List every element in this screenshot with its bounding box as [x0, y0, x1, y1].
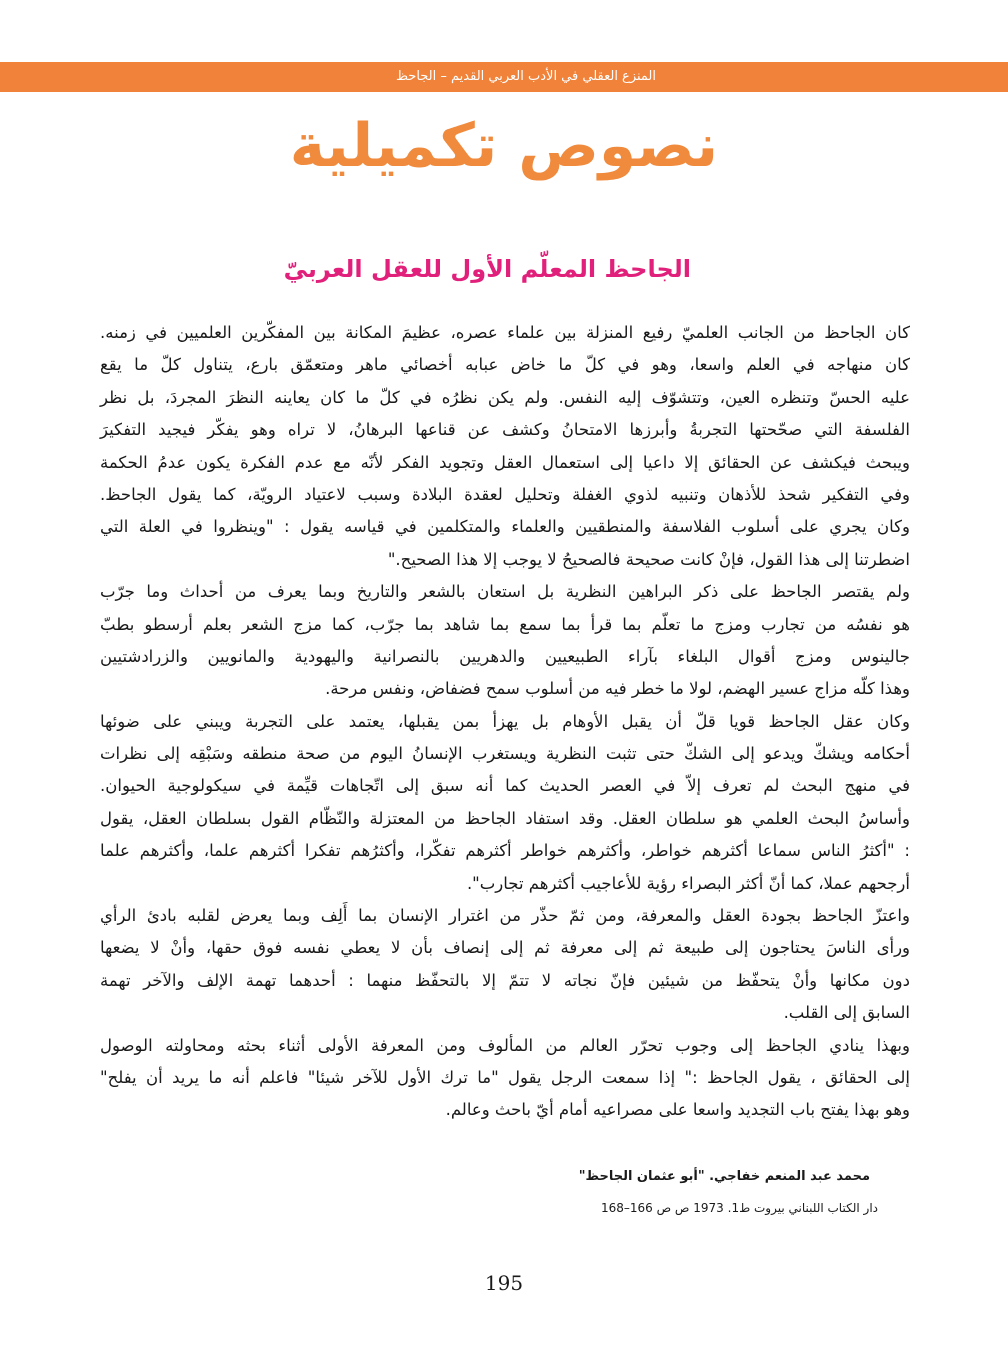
body-line: الفلسفة التي صحّحتها التجربةُ وأبرزها الامتحانُ وكشف عن قناعها البرهانُ، لا تراه وهو يفكّر فيجيد التفكيرَ [100, 420, 910, 440]
body-line: كان الجاحظ من الجانب العلميّ رفيع المنزلة بين علماء عصره، عظيمَ المكانة بين المفكّرين العلميين في زمنه. [100, 323, 910, 342]
body-line: وفي التفكير شحذ للأذهان وتنبيه لذوي الغفلة وتحليل لعقدة البلادة وسبب لاعتياد الرويّة، كما يقول الجاحظ. [100, 484, 910, 504]
body-line: دون مكانها وأنْ يتحفّظ من شيئين فإنّ نجاته لا تتمّ إلا بالتحفّظ منهما : أحدهما تهمة الإلف والآخر تهمة [100, 970, 910, 990]
header-breadcrumb: المنزع العقلي في الأدب العربي القديم – الجاحظ [395, 69, 656, 84]
page-title: نصوص تكميلية [289, 111, 719, 181]
body-line: إلى الحقائق ، يقول الجاحظ :" إذا سمعت الرجل يقول "ما ترك الأول للآخر شيئا" فاعلم أنه ما يريد أن يفلح" [100, 1067, 910, 1087]
body-line: عليه الحسّ وتنظره العين، وتتشوّف إليه النفس. ولم يكن نظرُه في كلّ ما كان يعاينه النظرَ المجردَ، بل نظر [100, 387, 910, 407]
body-line: جالينوس ومزج أقوال البلغاء بآراء الطبيعيين والدهريين بالنصرانية واليهودية والمانويين والزرادشتيين [100, 646, 910, 666]
body-line: في منهج البحث لم تعرف إلاّ في العصر الحديث كما أنه سبق إلى اتّجاهات قيِّمة في سيكولوجية الحيوان. [100, 776, 910, 796]
body-line: كان منهاجه في العلم واسعا، وهو في كلّ ما خاض عبابه أخصائي ماهر ومتعمّق بارع، يتناول كلّ ما يقع [100, 355, 910, 375]
body-line: أحكامه ويشكّ ويدعو إلى الشكّ حتى تثبت النظرية ويستغرب الإنسانُ اليوم من صحة منطقه وسَبْقِه إلى نظرات [100, 744, 910, 764]
header-bar [0, 62, 1008, 92]
body-line: : "أكثرُ الناس سماعا أكثرهم خواطر، وأكثرهم خواطر أكثرهم تفكّرا، وأكثرُهم تفكرا أكثرهم علما، وأكثرهم علما [100, 841, 910, 861]
body-line: ويبحث فيكشف عن الحقائق إلا داعيا إلى استعمال العقل وتجويد الفكر لأنّه مع عدم الفكرة يكون عدمُ الحكمة [100, 452, 910, 472]
body-line: ورأى الناسَ يحتاجون إلى طبيعة ثم إلى معرفة ثم إلى إنصاف بأن لا يعطي نفسه فوق حقها، وأنْ لا يضعها [100, 938, 910, 958]
page-number: 195 [484, 1271, 524, 1295]
body-line: السابق إلى القلب. [783, 1003, 910, 1023]
body-line: واعتزّ الجاحظ بجودة العقل والمعرفة، ومن ثمّ حذّر من اغترار الإنسان بما أَلِف وبما يعرض لقلبه بادئ الرأي [100, 906, 910, 926]
body-line: وهو بهذا يفتح باب التجديد واسعا على مصراعيه أمام أيّ باحث وعالم. [445, 1100, 910, 1120]
body-line: ولم يقتصر الجاحظ على ذكر البراهين النظرية بل استعان بالشعر والتاريخ وبما يعرف من أحداث وما جرّب [100, 582, 910, 602]
body-line: أرجحهم عملا، كما أنّ أكثر البصراء رؤية للأعاجيب أكثرهم تجارب". [466, 873, 910, 893]
body-line: وكان يجري على أسلوب الفلاسفة والمنطقيين والعلماء والمتكلمين في قياسه يقول : "وينظروا في العلة التي [100, 517, 910, 537]
body-line: وبهذا ينادي الجاحظ إلى وجوب تحرّر العالم من المألوف ومن المعرفة الأولى أثناء بحثه ومحاولته الوصول [100, 1035, 910, 1055]
body-line: وهذا كلّه مزاج عسير الهضم، لولا ما خطر فيه من أسلوب سمح فضفاض، ونفس مرحة. [325, 679, 910, 699]
citation-publisher: دار الكتاب اللبناني بيروت ط1. 1973 ص ص 166–168 [600, 1201, 878, 1215]
article-body [100, 317, 910, 1127]
body-line: وكان عقل الجاحظ قويا قلّ أن يقبل الأوهام بل يهزأ بمن يقبلها، يعتمد على التجربة ويبني على ضوئها [100, 711, 910, 731]
body-line: وأساسُ البحث العلمي هو سلطان العقل. وقد استفاد الجاحظ من المعتزلة والنّظّام القول بسلطان العقل، يقول [100, 808, 910, 828]
section-subtitle: الجاحظ المعلّم الأول للعقل العربيّ [283, 255, 691, 283]
body-line: هو نفسُه من تجارب ومزج ما تعلّم بما قرأ بما سمع بما شاهد بما جرّب، كما مزج الشعر بعلم أرسطو بطبّ [100, 614, 910, 634]
citation-author: محمد عبد المنعم خفاجي. "أبو عثمان الجاحظ" [578, 1169, 870, 1184]
body-line: اضطرتنا إلى هذا القول، فإنْ كانت صحيحة فالصحيحُ لا يوجب إلا هذا الصحيح." [387, 549, 910, 569]
